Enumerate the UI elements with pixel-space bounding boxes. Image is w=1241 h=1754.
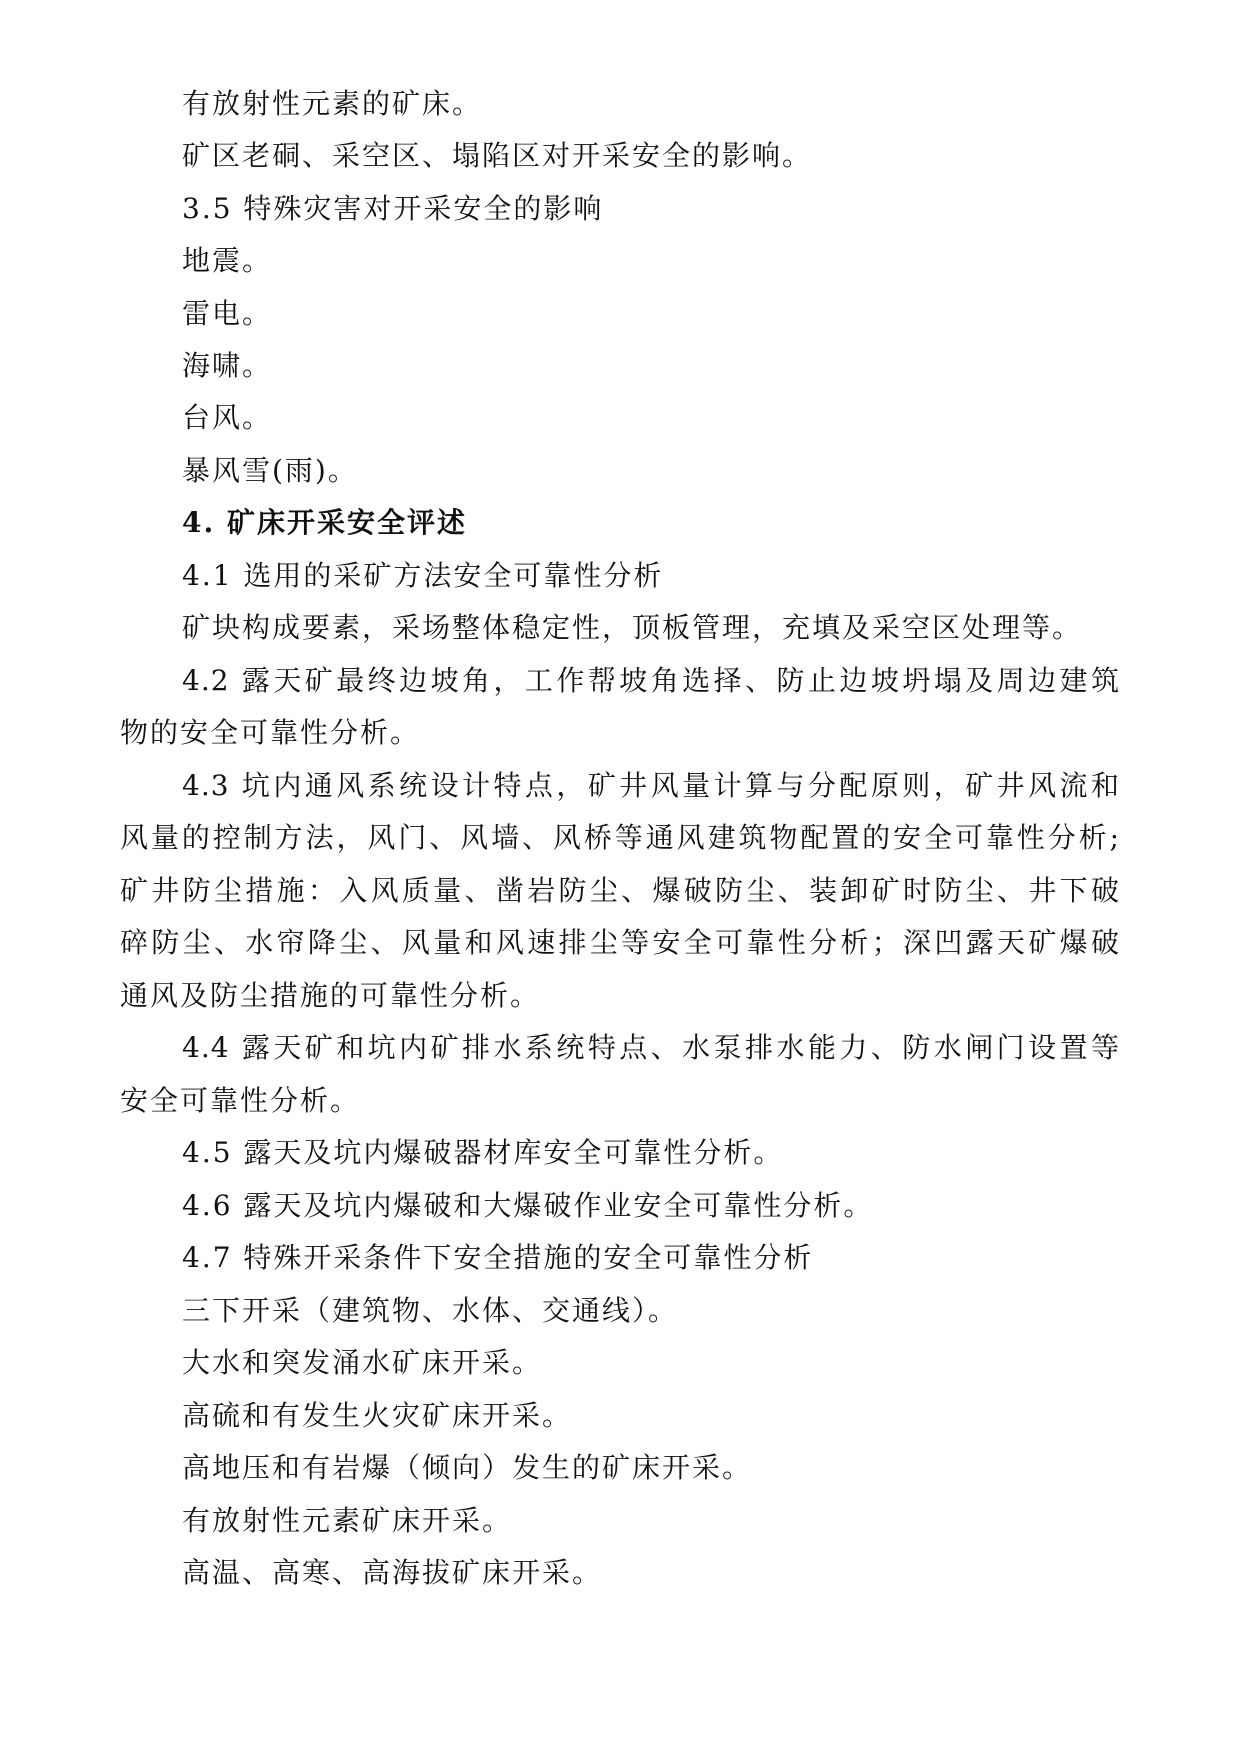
paragraph-line: 安全可靠性分析。 (120, 1084, 361, 1117)
text-line: 高温、高寒、高海拔矿床开采。 (182, 1556, 603, 1589)
text-line: 海啸。 (182, 349, 273, 382)
paragraph-line: 4.3 坑内通风系统设计特点，矿井风量计算与分配原则，矿井风流和 (182, 769, 1120, 802)
text-line: 雷电。 (182, 297, 273, 330)
paragraph-line: 物的安全可靠性分析。 (120, 716, 421, 749)
paragraph-line: 风量的控制方法，风门、风墙、风桥等通风建筑物配置的安全可靠性分析; (120, 821, 1120, 854)
text-line: 大水和突发涌水矿床开采。 (182, 1346, 543, 1379)
section-heading: 3.5 特殊灾害对开采安全的影响 (182, 192, 604, 225)
text-line: 4.5 露天及坑内爆破器材库安全可靠性分析。 (182, 1136, 784, 1169)
text-line: 高地压和有岩爆（倾向）发生的矿床开采。 (182, 1451, 753, 1484)
text-line: 地震。 (182, 244, 273, 277)
text-line: 暴风雪(雨)。 (182, 454, 358, 487)
text-line: 矿区老硐、采空区、塌陷区对开采安全的影响。 (182, 139, 813, 172)
section-heading: 4.1 选用的采矿方法安全可靠性分析 (182, 559, 664, 592)
text-line: 三下开采（建筑物、水体、交通线）。 (182, 1294, 679, 1327)
text-line: 矿块构成要素，采场整体稳定性，顶板管理，充填及采空区处理等。 (182, 611, 1083, 644)
text-line: 有放射性元素的矿床。 (182, 87, 483, 120)
paragraph-line: 通风及防尘措施的可靠性分析。 (120, 979, 541, 1012)
paragraph-line: 碎防尘、水帘降尘、风量和风速排尘等安全可靠性分析；深凹露天矿爆破 (120, 926, 1120, 959)
text-line: 4.6 露天及坑内爆破和大爆破作业安全可靠性分析。 (182, 1189, 874, 1222)
paragraph-line: 4.4 露天矿和坑内矿排水系统特点、水泵排水能力、防水闸门设置等 (182, 1031, 1120, 1064)
paragraph-line: 4.2 露天矿最终边坡角，工作帮坡角选择、防止边坡坍塌及周边建筑 (182, 664, 1120, 697)
text-line: 有放射性元素矿床开采。 (182, 1504, 513, 1537)
section-heading: 4.7 特殊开采条件下安全措施的安全可靠性分析 (182, 1241, 814, 1274)
text-line: 高硫和有发生火灾矿床开采。 (182, 1399, 573, 1432)
chapter-heading: 4. 矿床开采安全评述 (182, 506, 467, 539)
text-line: 台风。 (182, 401, 273, 434)
paragraph-line: 矿井防尘措施：入风质量、凿岩防尘、爆破防尘、装卸矿时防尘、井下破 (120, 874, 1120, 907)
